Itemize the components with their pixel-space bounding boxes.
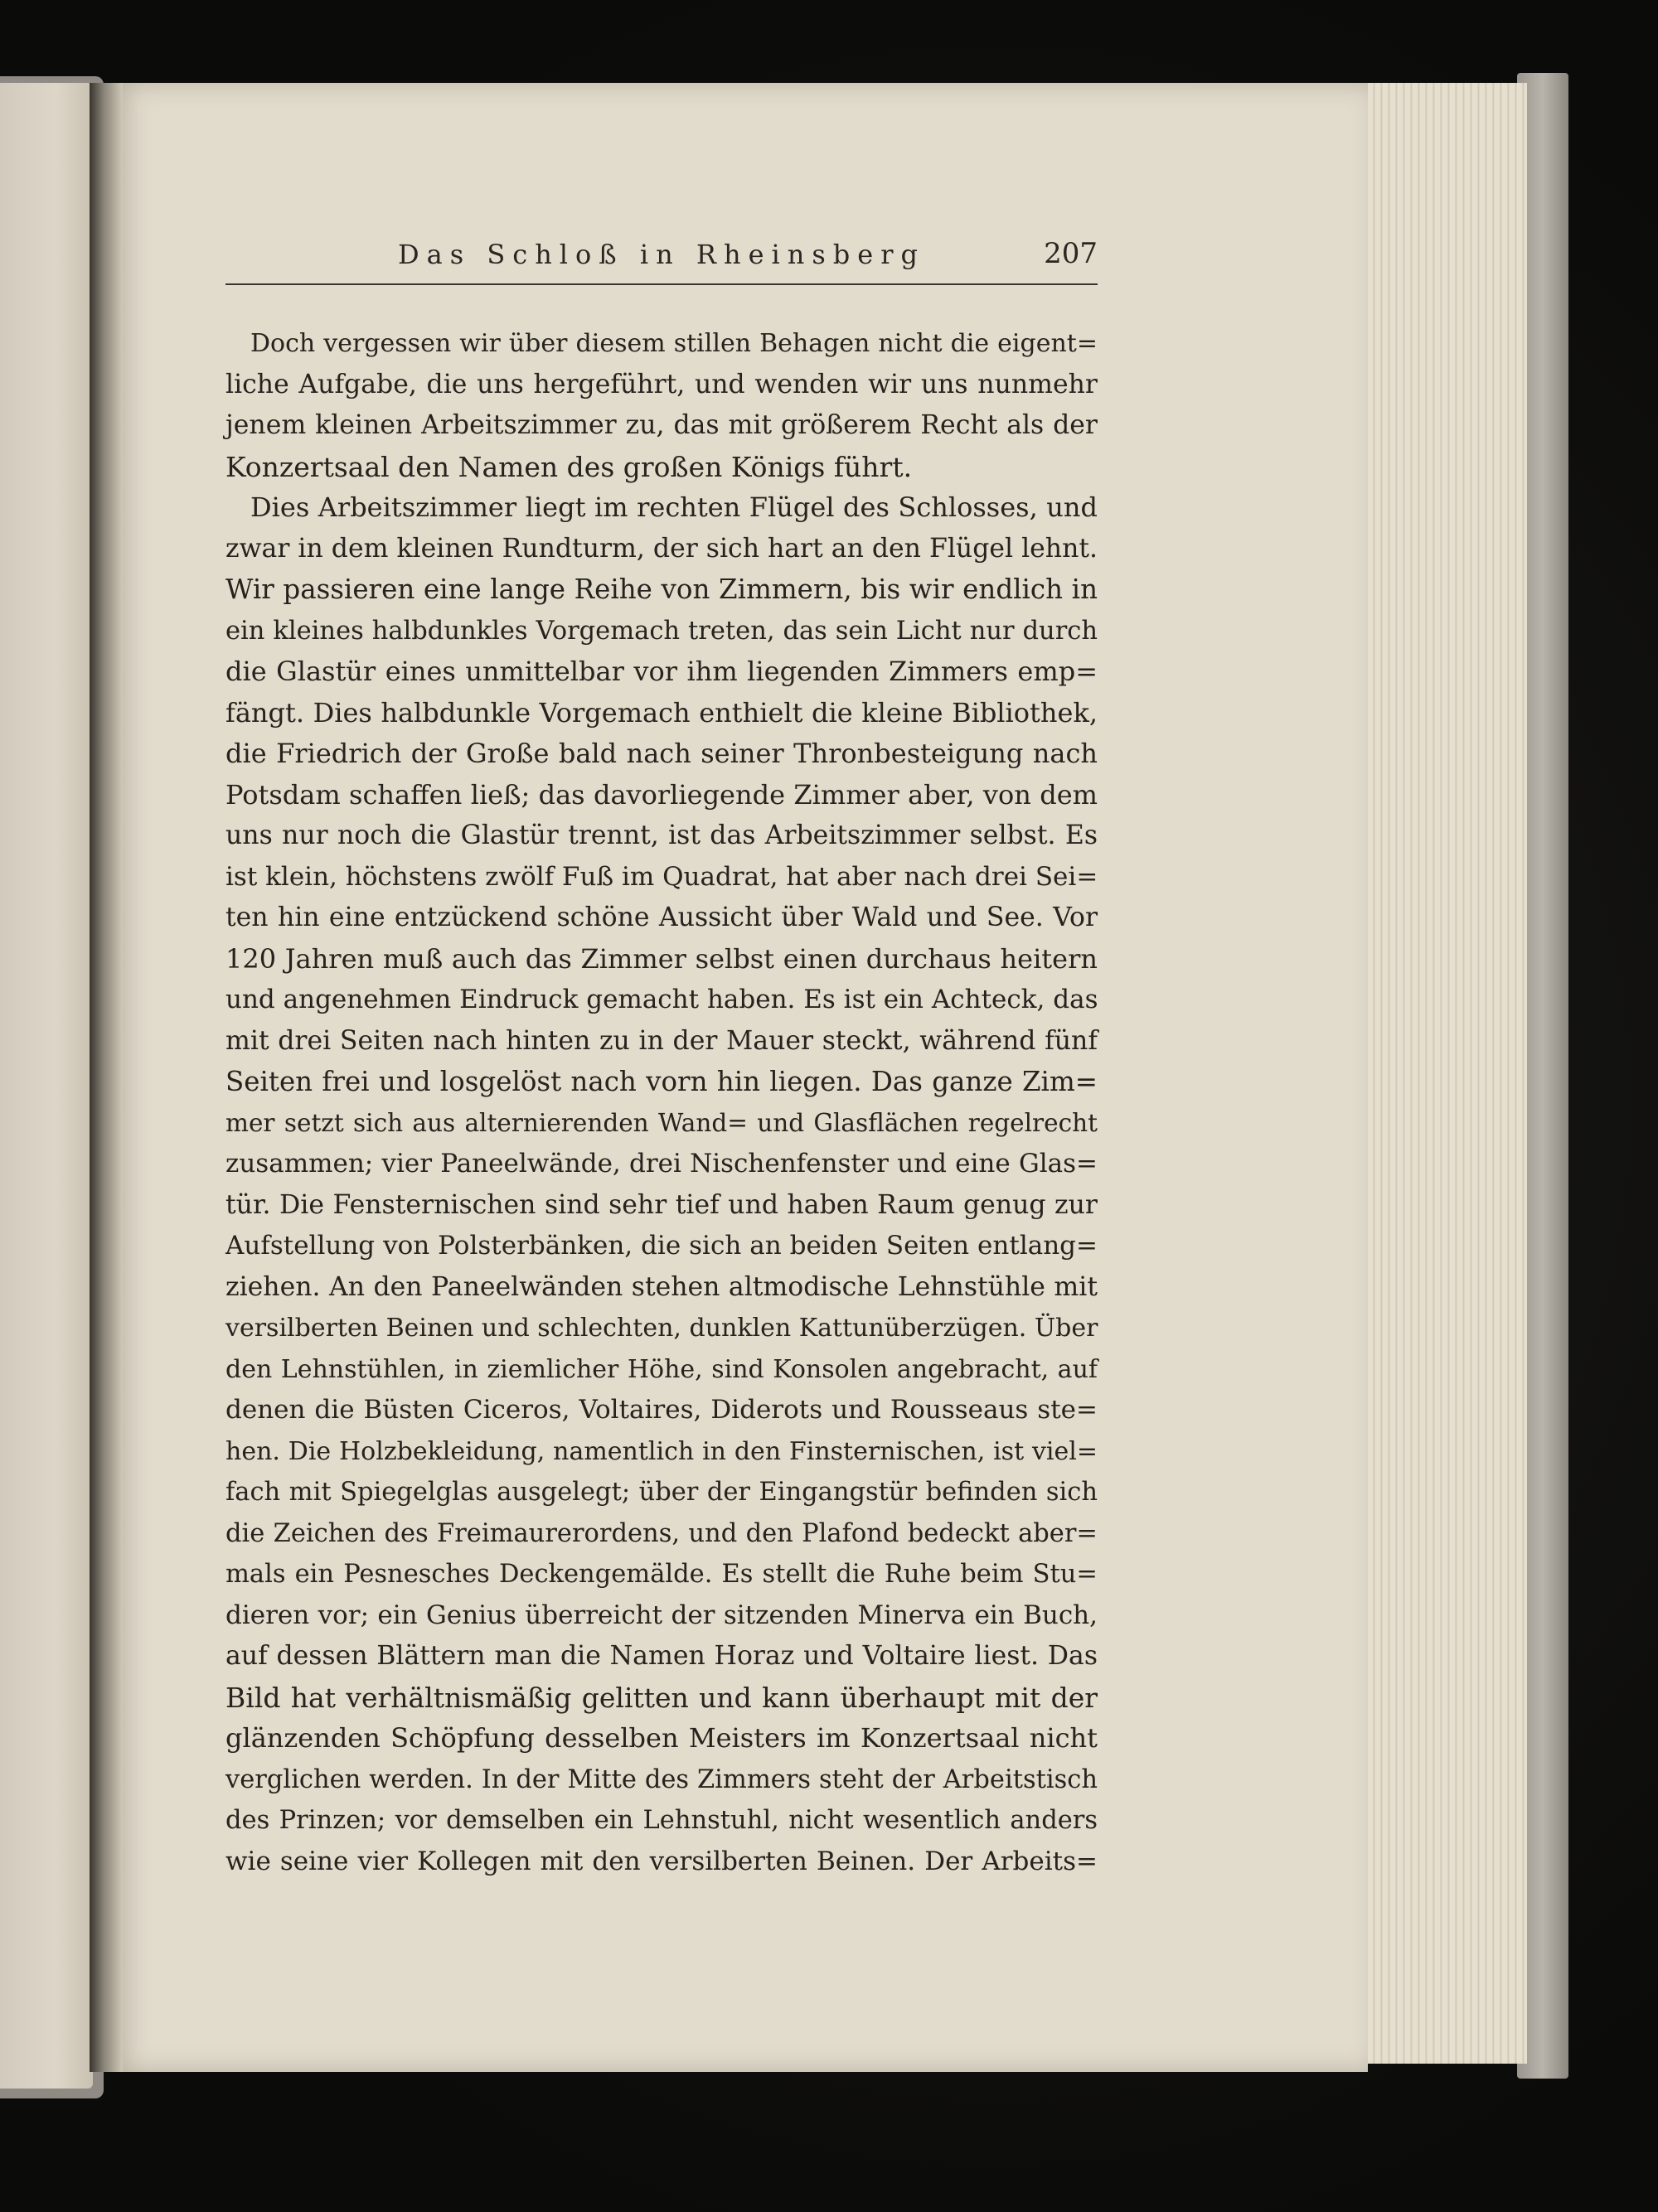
text-line: liche Aufgabe, die uns hergeführt, und wenden wir uns nunmehr: [225, 369, 1098, 399]
text-line: ist klein, höchstens zwölf Fuß im Quadrat, hat aber nach drei Sei=: [225, 861, 1098, 892]
text-line: ein kleines halbdunkles Vorgemach treten, das sein Licht nur durch: [225, 616, 1098, 646]
running-title: Das Schloß in Rheinsberg: [398, 239, 925, 270]
text-line: die Glastür eines unmittelbar vor ihm liegenden Zimmers emp=: [225, 656, 1098, 687]
text-line: zwar in dem kleinen Rundturm, der sich hart an den Flügel lehnt.: [225, 533, 1098, 564]
text-line: Doch vergessen wir über diesem stillen Behagen nicht die eigent=: [250, 329, 1098, 358]
left-page: [0, 83, 93, 2089]
text-line: des Prinzen; vor demselben ein Lehnstuhl, nicht wesentlich anders: [225, 1806, 1098, 1835]
text-line: denen die Büsten Ciceros, Voltaires, Diderots und Rousseaus ste=: [225, 1395, 1098, 1425]
text-line: mals ein Pesnesches Deckengemälde. Es stellt die Ruhe beim Stu=: [225, 1560, 1098, 1589]
text-line: auf dessen Blättern man die Namen Horaz und Voltaire liest. Das: [225, 1641, 1098, 1671]
text-line: dieren vor; ein Genius überreicht der sitzenden Minerva ein Buch,: [225, 1600, 1098, 1630]
text-line: jenem kleinen Arbeitszimmer zu, das mit größerem Recht als der: [225, 410, 1098, 440]
text-line: wie seine vier Kollegen mit den versilberten Beinen. Der Arbeits=: [225, 1846, 1098, 1876]
text-line: zusammen; vier Paneelwände, drei Nischenfenster und eine Glas=: [225, 1149, 1098, 1179]
text-line: Bild hat verhältnismäßig gelitten und kann überhaupt mit der: [225, 1681, 1098, 1714]
text-line: 120 Jahren muß auch das Zimmer selbst einen durchaus heitern: [225, 942, 1098, 975]
text-line: die Friedrich der Große bald nach seiner Thronbesteigung nach: [225, 738, 1098, 769]
text-line: und angenehmen Eindruck gemacht haben. Es ist ein Achteck, das: [225, 985, 1098, 1014]
gutter-shadow: [90, 83, 123, 2072]
text-line: mer setzt sich aus alternierenden Wand= und Glasflächen regelrecht: [225, 1108, 1098, 1137]
text-line: Potsdam schaffen ließ; das davorliegende Zimmer aber, von dem: [225, 778, 1098, 811]
page-number: 207: [1044, 237, 1098, 270]
body-text: [225, 323, 1098, 1882]
text-line: mit drei Seiten nach hinten zu in der Mauer steckt, während fünf: [225, 1025, 1098, 1056]
text-line: ten hin eine entzückend schöne Aussicht über Wald und See. Vor: [225, 903, 1098, 932]
text-line: verglichen werden. In der Mitte des Zimmers steht der Arbeitstisch: [225, 1764, 1098, 1794]
page-block-edges: [1360, 83, 1527, 2064]
text-line: hen. Die Holzbekleidung, namentlich in den Finsternischen, ist viel=: [225, 1436, 1098, 1466]
text-line: glänzenden Schöpfung desselben Meisters im Konzertsaal nicht: [225, 1722, 1098, 1754]
text-line: ziehen. An den Paneelwänden stehen altmodische Lehnstühle mit: [225, 1271, 1098, 1302]
text-line: Konzertsaal den Namen des großen Königs führt.: [225, 450, 913, 483]
text-line: versilberten Beinen und schlechten, dunklen Kattunüberzügen. Über: [225, 1314, 1098, 1343]
text-line: Wir passieren eine lange Reihe von Zimmern, bis wir endlich in: [225, 574, 1098, 605]
text-line: fach mit Spiegelglas ausgelegt; über der Eingangstür befinden sich: [225, 1478, 1098, 1507]
header-rule: [225, 283, 1098, 285]
text-line: Dies Arbeitszimmer liegt im rechten Flügel des Schlosses, und: [250, 491, 1098, 523]
text-line: die Zeichen des Freimaurerordens, und den Plafond bedeckt aber=: [225, 1518, 1098, 1548]
text-line: uns nur noch die Glastür trennt, ist das Arbeitszimmer selbst. Es: [225, 820, 1098, 850]
text-line: Aufstellung von Polsterbänken, die sich an beiden Seiten entlang=: [225, 1231, 1098, 1261]
page-header: [225, 234, 1098, 283]
text-line: den Lehnstühlen, in ziemlicher Höhe, sind Konsolen angebracht, auf: [225, 1354, 1098, 1384]
text-line: tür. Die Fensternischen sind sehr tief und haben Raum genug zur: [225, 1189, 1098, 1220]
text-line: fängt. Dies halbdunkle Vorgemach enthielt die kleine Bibliothek,: [225, 696, 1098, 728]
text-line: Seiten frei und losgelöst nach vorn hin liegen. Das ganze Zim=: [225, 1066, 1098, 1097]
